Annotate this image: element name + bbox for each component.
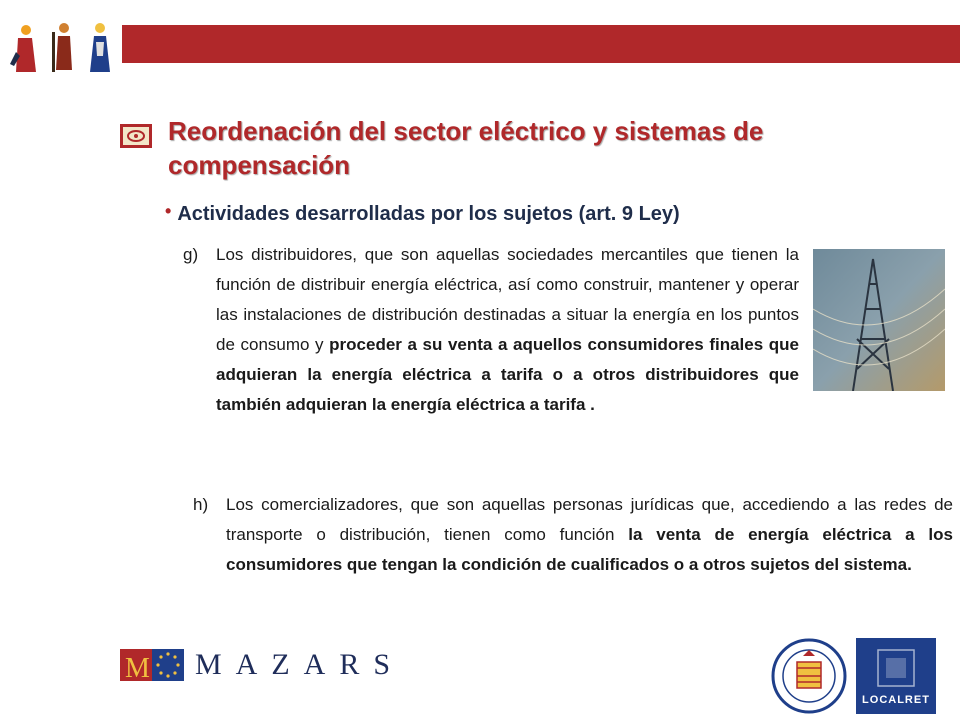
page-title: Reordenación del sector eléctrico y sistemas de compensación	[168, 116, 764, 180]
item-bold-text: proceder a su venta a aquellos consumidores finales que adquieran la energía eléctrica a tarifa o a otros distribuidores que también adquieran la energía eléctrica a tarifa .	[216, 335, 799, 414]
section-bullet	[165, 200, 885, 228]
section-bullet-text: Actividades desarrolladas por los sujetos (art. 9 Ley)	[177, 203, 680, 225]
list-item-g	[183, 240, 799, 420]
list-item-h	[193, 490, 953, 580]
university-seal-icon	[771, 638, 847, 714]
localret-logo	[856, 638, 936, 714]
item-text: Los comercializadores, que son aquellas personas jurídicas que, accediendo a las redes de transporte o distribución, tienen como función	[226, 495, 953, 544]
power-tower-photo	[813, 249, 945, 391]
item-marker: g)	[183, 245, 199, 264]
item-marker: h)	[193, 495, 209, 514]
mazars-wordmark: MAZARS	[195, 648, 405, 681]
header-bar	[122, 25, 960, 63]
item-bold-text: la venta de energía eléctrica a los consumidores que tengan la condición de cualificados o a otros sujetos del sistema.	[226, 525, 953, 574]
svg-text:M: M	[125, 653, 150, 684]
localret-wordmark: LOCALRET	[862, 694, 930, 706]
bullet-dot-icon: •	[165, 201, 172, 221]
figure-middle	[52, 23, 72, 72]
figures-logo-icon	[8, 12, 118, 82]
figure-left	[10, 25, 36, 72]
figure-right	[90, 23, 110, 72]
item-body	[193, 490, 953, 580]
item-text: Los distribuidores, que son aquellas sociedades mercantiles que tienen la función de distribuir energía eléctrica, así como construir, mantener y operar las instalaciones de distribución destinadas a situar la energía en los puntos de consumo y	[216, 245, 799, 354]
title-bullet-icon	[120, 120, 152, 150]
item-body	[183, 240, 799, 420]
